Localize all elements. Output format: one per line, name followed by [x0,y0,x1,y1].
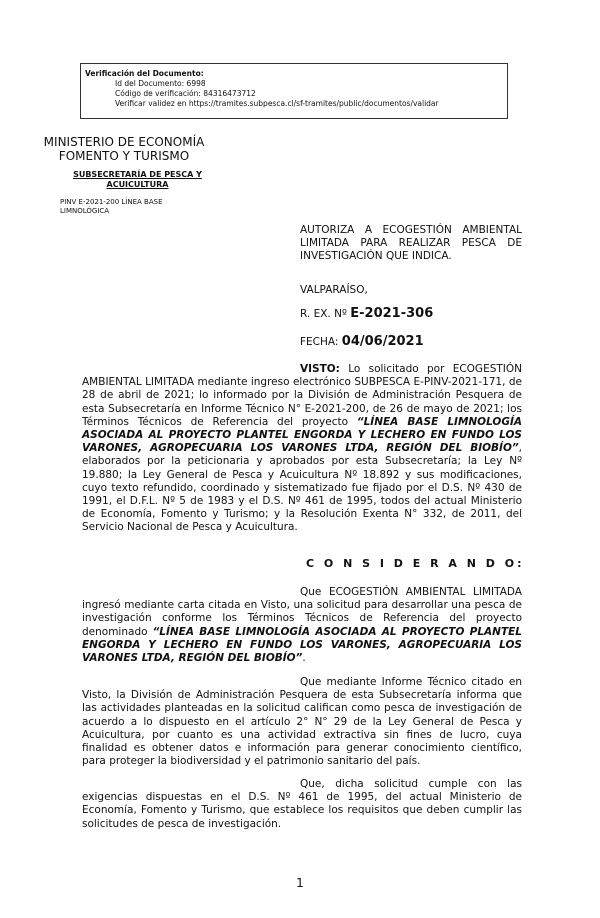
verification-id: • Id del Documento: 6998 [115,79,507,89]
resolution-date-value: 04/06/2021 [341,334,424,349]
resolution-subject: AUTORIZA A ECOGESTIÓN AMBIENTAL LIMITADA PARA REALIZAR PESCA DE INVESTIGACIÓN QUE INDICA. [300,224,522,262]
visto-text-1: Lo solicitado por ECOGESTIÓN AMBIENTAL LIMITADA mediante ingreso electrónico SUBPESCA E-PINV-2021-171, de 28 de abril de 2021; lo informado por la División de Administración Pesquera de esta Subsecretaría en Informe Técnico N° E-2021-200, de 26 de mayo de 2021; los Términos Técnicos de Referencia del proyecto [82,363,522,428]
document-reference: PINV E-2021-200 LÍNEA BASE LIMNOLÓGICA [60,198,163,215]
ministry-line-2: FOMENTO Y TURISMO [58,149,190,163]
verification-url[interactable]: • Verificar validez en https://tramites.subpesca.cl/sf-tramites/public/documentos/validar [115,99,507,109]
considerando-heading: C O N S I D E R A N D O: [306,557,525,570]
considerando-paragraph-2 [82,676,522,768]
ministry-line-1: MINISTERIO DE ECONOMÍA [43,135,205,149]
subsecretaria-name: SUBSECRETARÍA DE PESCA Y ACUICULTURA [73,170,202,189]
resolution-number-value: E-2021-306 [350,306,434,321]
visto-paragraph [82,363,522,535]
considerando-paragraph-3 [82,778,522,831]
considerando-p3-text: Que, dicha solicitud cumple con las exigencias dispuestas en el D.S. Nº 461 de 1995, del actual Ministerio de Economía, Fomento y Turismo, que establece los requisitos que deben cumplir las solicitudes de pesca de investigación. [82,778,522,830]
verification-title: Verificación del Documento: [85,69,204,78]
considerando-p1-text: Que ECOGESTIÓN AMBIENTAL LIMITADA ingresó mediante carta citada en Visto, una solicitud para desarrollar una pesca de investigación conforme los Términos Técnicos de Referencia del proyecto denominado [82,586,522,638]
considerando-p2-text: Que mediante Informe Técnico citado en Visto, la División de Administración Pesquera de esta Subsecretaría informa que las actividades planteadas en la solicitud califican como pesca de investigación de acuerdo a lo dispuesto en el artículo 2° N° 29 de la Ley General de Pesca y Acuicultura, por cuanto es una actividad extractiva sin fines de lucro, cuya finalidad es obtener datos e información para generar conocimiento científico, para proteger la biodiversidad y el patrimonio sanitario del país. [82,676,522,768]
visto-text-2: , elaborados por la peticionaria y aprobados por esta Subsecretaría; la Ley Nº 19.880; la Ley General de Pesca y Acuicultura Nº 18.892 y sus modificaciones, cuyo texto refundido, coordinado y sistematizado fue fijado por el D.S. Nº 430 de 1991, el D.F.L. Nº 5 de 1983 y el D.S. Nº 461 de 1995, todos del actual Ministerio de Economía, Fomento y Turismo; y la Resolución Exenta N° 332, de 2011, del Servicio Nacional de Pesca y Acuicultura. [82,442,522,534]
verification-list [85,79,507,109]
considerando-p1-project: “LÍNEA BASE LIMNOLOGÍA ASOCIADA AL PROYECTO PLANTEL ENGORDA Y LECHERO EN FUNDO LOS VARONES, AGROPECUARIA LOS VARONES LTDA, REGIÓN DEL BIOBÍO” [82,625,522,665]
verification-box [80,63,508,119]
ministry-name [28,135,220,163]
resolution-number-label: R. EX. Nº [300,308,347,320]
resolution-date [300,334,424,349]
resolution-number [300,306,433,321]
considerando-p1-end: . [302,652,306,665]
page-number: 1 [296,876,304,890]
resolution-place: VALPARAÍSO, [300,284,368,296]
verification-code: • Código de verificación: 84316473712 [115,89,507,99]
visto-project-name: “LÍNEA BASE LIMNOLOGÍA ASOCIADA AL PROYECTO PLANTEL ENGORDA Y LECHERO EN FUNDO LOS VARONES, AGROPECUARIA LOS VARONES LTDA, REGIÓN DEL BIOBÍO” [82,415,522,455]
visto-label: VISTO: [300,363,340,375]
considerando-paragraph-1 [82,586,522,665]
resolution-date-label: FECHA: [300,336,339,348]
